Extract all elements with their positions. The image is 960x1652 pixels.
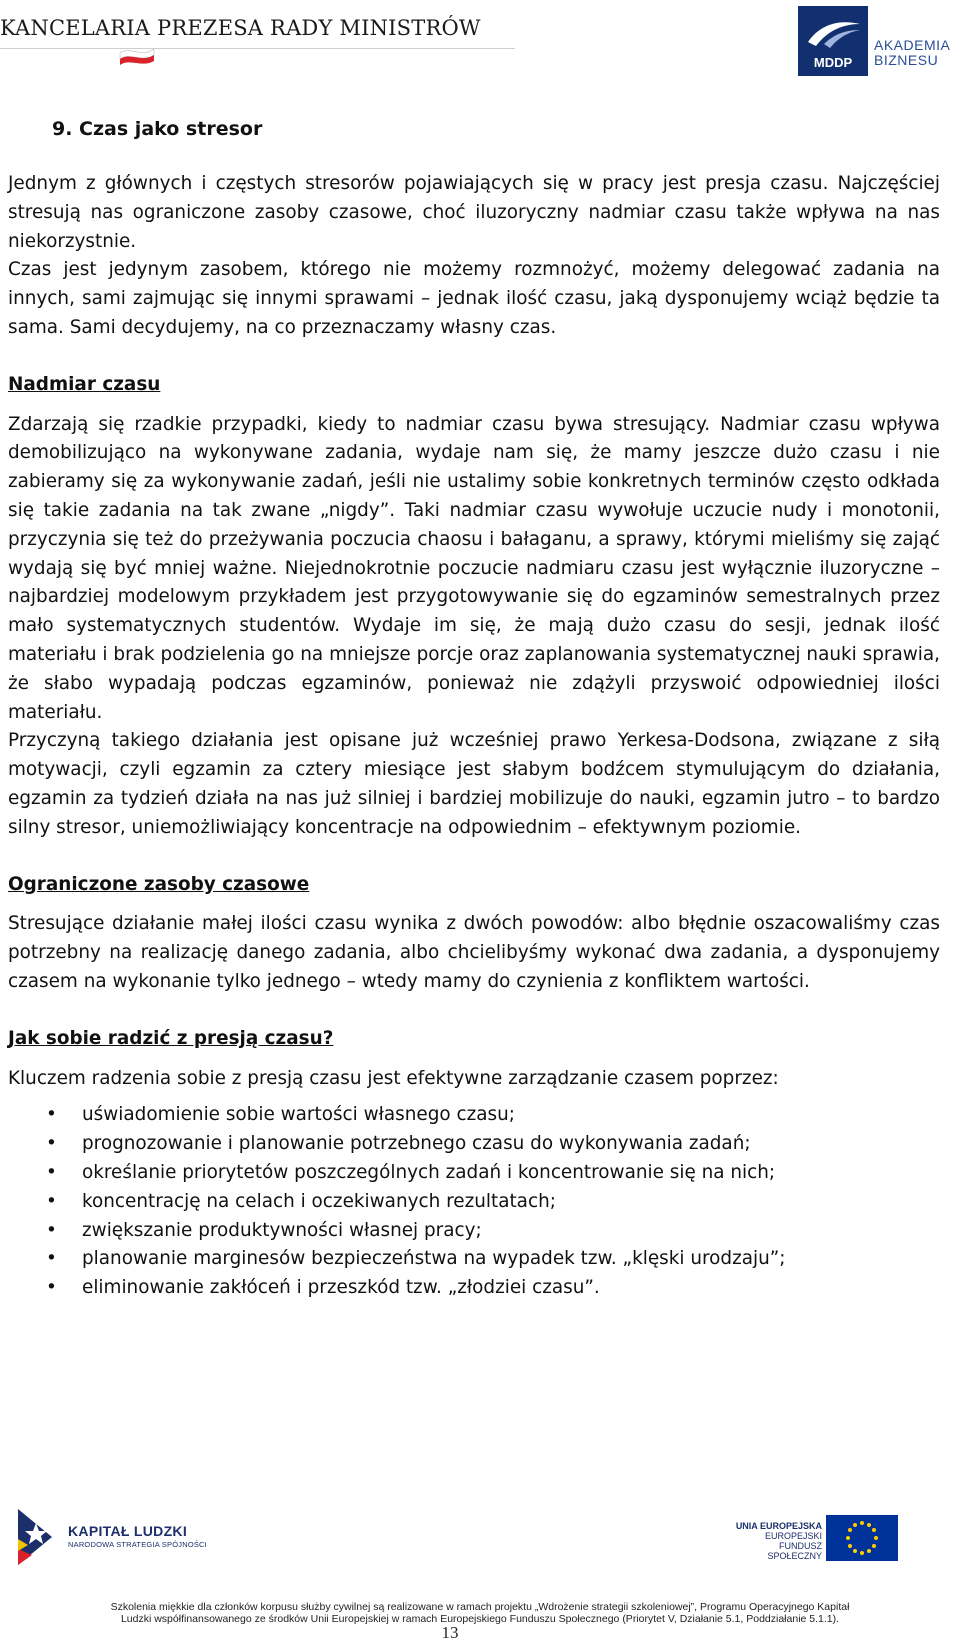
subheading-nadmiar-czasu: Nadmiar czasu [8,373,161,395]
list-item: • zwiększanie produktywności własnej pracy; [8,1217,940,1246]
intro-paragraph-1: Jednym z głównych i częstych stresorów pojawiających się w pracy jest presja czasu. Najczęściej stresują nas ograniczone zasoby czasowe, choć iluzoryczny nadmiar czasu także wpływa na nas niekorzystnie. [8,173,940,252]
kapital-ludzki-subtitle: NARODOWA STRATEGIA SPÓJNOŚCI [68,1540,207,1549]
mddp-logo [798,6,868,76]
list-item: • planowanie marginesów bezpieczeństwa na wypadek tzw. „klęski urodzaju”; [8,1245,940,1274]
page-header [0,0,960,80]
poland-flag-icon [118,44,156,66]
list-item: • prognozowanie i planowanie potrzebnego czasu do wykonywania zadań; [8,1130,940,1159]
mddp-swoosh-icon [804,18,862,48]
bullet-list [8,1101,940,1303]
ograniczone-paragraph: Stresujące działanie małej ilości czasu wynika z dwóch powodów: albo błędnie oszacowaliśmy czas potrzebny na realizację danego zadania, albo chcielibyśmy wykonać dwa zadania, a dysponujemy czasem na wykonanie tylko jednego – wtedy mamy do czynienia z konfliktem wartości. [8,913,940,992]
ue-line-2: EUROPEJSKI [764,1531,822,1541]
footer-note-line-2: Ludzki współfinansowanego ze środków Unii Europejskiej w ramach Europejskiego Funduszu Społecznego (Priorytet V, Działanie 5.1, Poddziałanie 5.1.1). [120,1613,840,1625]
list-item: • uświadomienie sobie wartości własnego czasu; [8,1101,940,1130]
eu-flag-icon [826,1515,898,1561]
akademia-biznesu-logo [874,38,950,68]
biznesu-line: BIZNESU [874,52,939,68]
page-number: 13 [441,1623,459,1642]
footer-project-note [0,1601,960,1625]
ue-efs-label [726,1521,822,1561]
footer-note-line-1: Szkolenia miękkie dla członków korpusu służby cywilnej są realizowane w ramach projektu „Wdrożenie strategii szkoleniowej”, Programu Operacyjnego Kapitał [110,1601,850,1613]
nadmiar-paragraph-2: Przyczyną takiego działania jest opisane już wcześniej prawo Yerkesa-Dodsona, związane z siłą motywacji, czyli egzamin za cztery miesiące jest słabym bodźcem stymulującym do działania, egzamin za tydzień działa na nas już silniej i bardziej mobilizuje do nauki, egzamin jutro – to bardzo silny stresor, uniemożliwiający koncentracje na odpowiednim – efektywnym poziomie. [8,730,940,838]
page-footer [0,1495,960,1652]
list-item: • określanie priorytetów poszczególnych zadań i koncentrowanie się na nich; [8,1159,940,1188]
akademia-line: AKADEMIA [874,37,951,53]
radzenie-intro: Kluczem radzenia sobie z presją czasu jest efektywne zarządzanie czasem poprzez: [8,1067,779,1089]
header-divider [0,48,515,49]
subheading-ograniczone-zasoby: Ograniczone zasoby czasowe [8,873,310,895]
list-item: • koncentrację na celach i oczekiwanych rezultatach; [8,1188,940,1217]
ue-line-1: UNIA EUROPEJSKA [735,1521,822,1531]
mddp-label: MDDP [813,55,853,70]
ue-line-3: FUNDUSZ SPOŁECZNY [767,1541,822,1561]
nadmiar-paragraph-1: Zdarzają się rzadkie przypadki, kiedy to nadmiar czasu bywa stresujący. Nadmiar czasu wpływa demobilizująco na wykonywane zadania, wydaje nam się, że mamy jeszcze dużo czasu i nie zabieramy się za wykonywanie zadań, jeśli nie ustalimy sobie konkretnych terminów często odkłada się takie zadania na tak zwane „nigdy”. Taki nadmiar czasu wywołuje uczucie nudy i monotonii, przyczynia się też do przeżywania poczucia chaosu i bałaganu, a sprawy, którymi mieliśmy się zająć wydają się być mniej ważne. Niejednokrotnie poczucie nadmiaru czasu jest wyłącznie iluzoryczne – najbardziej modelowym przykładem jest przygotowywanie się do egzaminów semestralnych przez mało systematycznych studentów. Wydaje im się, że mają dużo czasu do sesji, jednak ilość materiału i brak podzielenia go na mniejsze porcje oraz zaplanowania systematycznej nauki sprawia, że słabo wypadają podczas egzaminów, ponieważ nie zdążyli przyswoić odpowiedniej ilości materiału. [8,413,940,723]
kapital-ludzki-star-icon [18,1509,54,1565]
list-item: • eliminowanie zakłóceń i przeszkód tzw. „złodziei czasu”. [8,1274,940,1303]
subheading-jak-sobie-radzic: Jak sobie radzić z presją czasu? [8,1027,334,1049]
section-heading: 9. Czas jako stresor [52,118,263,140]
document-body [8,115,940,1303]
kprm-title: KANCELARIA PREZESA RADY MINISTRÓW [0,16,481,40]
kapital-ludzki-name: KAPITAŁ LUDZKI [68,1523,188,1539]
intro-paragraph-2: Czas jest jedynym zasobem, którego nie możemy rozmnożyć, możemy delegować zadania na innych, sami zajmując się innymi sprawami – jednak ilość czasu, jaką dysponujemy wciąż będzie ta sama. Sami decydujemy, na co przeznaczamy własny czas. [8,259,940,338]
